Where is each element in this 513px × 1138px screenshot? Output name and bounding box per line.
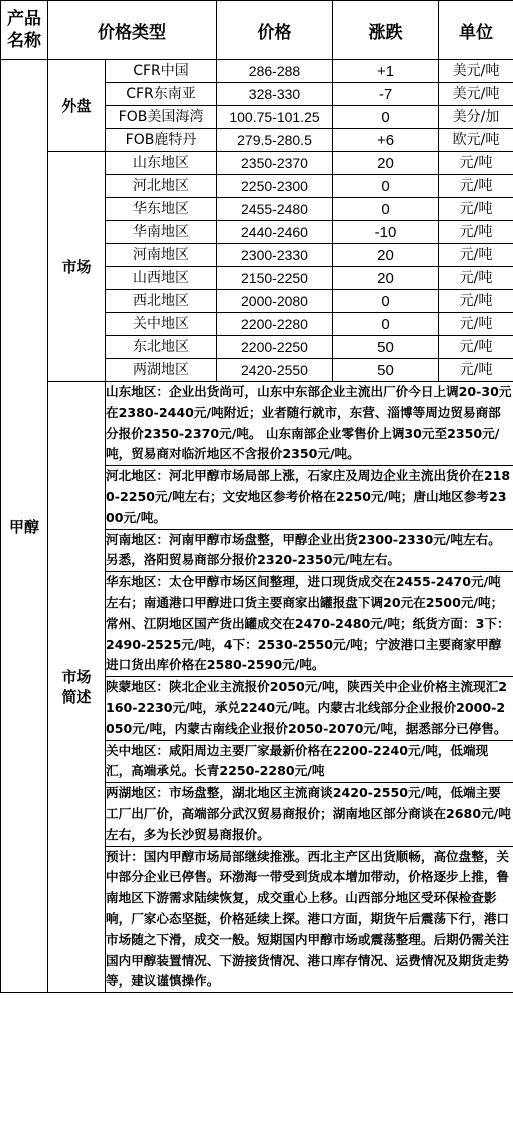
note-henan: 河南地区：河南甲醇市场盘整，甲醇企业出货2300-2330元/吨左右。另悉，洛阳贸易商部分报价2320-2350元/吨左右。 xyxy=(106,529,513,572)
unit-cell: 元/吨 xyxy=(439,152,513,175)
note-lianghu: 两湖地区：市场盘整，湖北地区主流商谈2420-2550元/吨，低端主要工厂出厂价，高端部分武汉贸易商报价；湖南地区部分商谈在2680元/吨左右，多为长沙贸易商报价。 xyxy=(106,783,513,846)
table-row xyxy=(1,152,513,175)
header-product-name xyxy=(1,1,48,60)
change-cell: 20 xyxy=(333,267,439,290)
note-forecast: 预计：国内甲醇市场局部继续推涨。西北主产区出货顺畅，高位盘整，关中部分企业已停售。环渤海一带受到货成本增加带动，价格逐步上推，鲁南地区下游需求陆续恢复，成交重心上移。山西部分地区受环保检查影响，厂家心态坚挺，价格延续上探。港口方面，期货午后震荡下行，港口市场随之下滑，成交一般。短期国内甲醇市场或震荡整理。后期仍需关注国内甲醇装置情况、下游接货情况、港口库存情况、运费情况及期货走势等，建议谨慎操作。 xyxy=(106,846,513,993)
price-cell: 2150-2250 xyxy=(217,267,333,290)
product-name-cell: 甲醇 xyxy=(1,60,48,993)
price-type-cell: 山东地区 xyxy=(106,152,217,175)
change-cell: +1 xyxy=(333,60,439,83)
price-type-cell: CFR中国 xyxy=(106,60,217,83)
unit-cell: 元/吨 xyxy=(439,313,513,336)
price-type-cell: 山西地区 xyxy=(106,267,217,290)
price-cell: 2455-2480 xyxy=(217,198,333,221)
price-type-cell: 河北地区 xyxy=(106,175,217,198)
unit-cell: 元/吨 xyxy=(439,290,513,313)
note-hebei: 河北地区：河北甲醇市场局部上涨，石家庄及周边企业主流出货价在2180-2250元/吨左右；文安地区参考价格在2250元/吨；唐山地区参考2300元/吨。 xyxy=(106,466,513,529)
change-cell: 50 xyxy=(333,359,439,382)
price-cell: 2420-2550 xyxy=(217,359,333,382)
unit-cell: 欧元/吨 xyxy=(439,129,513,152)
change-cell: +6 xyxy=(333,129,439,152)
change-cell: 50 xyxy=(333,336,439,359)
price-cell: 2440-2460 xyxy=(217,221,333,244)
price-cell: 2300-2330 xyxy=(217,244,333,267)
price-cell: 286-288 xyxy=(217,60,333,83)
unit-cell: 元/吨 xyxy=(439,267,513,290)
price-cell: 279.5-280.5 xyxy=(217,129,333,152)
header-price-type: 价格类型 xyxy=(48,1,217,60)
header-price: 价格 xyxy=(217,1,333,60)
header-unit: 单位 xyxy=(439,1,513,60)
change-cell: 0 xyxy=(333,198,439,221)
change-cell: 0 xyxy=(333,290,439,313)
note-guanzhong: 关中地区：咸阳周边主要厂家最新价格在2200-2240元/吨，低端现汇，高端承兑。长青2250-2280元/吨 xyxy=(106,740,513,783)
note-huadong: 华东地区：太仓甲醇市场区间整理，进口现货成交在2455-2470元/吨左右；南通港口甲醇进口货主要商家出罐报盘下调20元在2500元/吨；常州、江阴地区国产货出罐成交在2470-2480元/吨；纸货方面：3下：2490-2525元/吨，4下：2530-2550元/吨；宁波港口主要商家甲醇进口货出库价格在2580-2590元/吨。 xyxy=(106,572,513,677)
price-type-cell: FOB美国海湾 xyxy=(106,106,217,129)
summary-label-line2: 简述 xyxy=(61,688,92,707)
change-cell: 0 xyxy=(333,106,439,129)
group-label-foreign: 外盘 xyxy=(48,60,106,152)
summary-label-line1: 市场 xyxy=(61,668,92,687)
unit-cell: 元/吨 xyxy=(439,359,513,382)
change-cell: -7 xyxy=(333,83,439,106)
unit-cell: 美分/加 xyxy=(439,106,513,129)
price-type-cell: 河南地区 xyxy=(106,244,217,267)
price-type-cell: CFR东南亚 xyxy=(106,83,217,106)
price-cell: 2250-2300 xyxy=(217,175,333,198)
header-product-line1: 产品 xyxy=(7,9,41,29)
unit-cell: 元/吨 xyxy=(439,336,513,359)
unit-cell: 美元/吨 xyxy=(439,83,513,106)
price-cell: 2000-2080 xyxy=(217,290,333,313)
price-cell: 328-330 xyxy=(217,83,333,106)
price-type-cell: 西北地区 xyxy=(106,290,217,313)
change-cell: 20 xyxy=(333,244,439,267)
group-label-market: 市场 xyxy=(48,152,106,382)
summary-row xyxy=(1,382,513,466)
price-cell: 2200-2250 xyxy=(217,336,333,359)
header-row xyxy=(1,1,513,60)
price-type-cell: 关中地区 xyxy=(106,313,217,336)
note-shandong: 山东地区：企业出货尚可，山东中东部企业主流出厂价今日上调20-30元在2380-2440元/吨附近；业者随行就市，东营、淄博等周边贸易商部分报价2350-2370元/吨。 山东南部企业零售价上调30元至2350元/吨，贸易商对临沂地区不含报价2350元/吨。 xyxy=(106,382,513,466)
change-cell: 0 xyxy=(333,313,439,336)
change-cell: 0 xyxy=(333,175,439,198)
price-type-cell: FOB鹿特丹 xyxy=(106,129,217,152)
table-row xyxy=(1,60,513,83)
unit-cell: 美元/吨 xyxy=(439,60,513,83)
price-cell: 100.75-101.25 xyxy=(217,106,333,129)
unit-cell: 元/吨 xyxy=(439,221,513,244)
unit-cell: 元/吨 xyxy=(439,175,513,198)
price-type-cell: 东北地区 xyxy=(106,336,217,359)
group-label-summary xyxy=(48,382,106,993)
change-cell: 20 xyxy=(333,152,439,175)
unit-cell: 元/吨 xyxy=(439,198,513,221)
unit-cell: 元/吨 xyxy=(439,244,513,267)
price-type-cell: 两湖地区 xyxy=(106,359,217,382)
header-product-line2: 名称 xyxy=(7,31,41,51)
price-type-cell: 华东地区 xyxy=(106,198,217,221)
price-type-cell: 华南地区 xyxy=(106,221,217,244)
note-shaanxi-inner-mongolia: 陕蒙地区：陕北企业主流报价2050元/吨，陕西关中企业价格主流现汇2160-2230元/吨，承兑2240元/吨。内蒙古北线部分企业报价2000-2050元/吨，内蒙古南线企业报价2050-2070元/吨，据悉部分已停售。 xyxy=(106,677,513,740)
price-cell: 2200-2280 xyxy=(217,313,333,336)
price-cell: 2350-2370 xyxy=(217,152,333,175)
change-cell: -10 xyxy=(333,221,439,244)
header-change: 涨跌 xyxy=(333,1,439,60)
